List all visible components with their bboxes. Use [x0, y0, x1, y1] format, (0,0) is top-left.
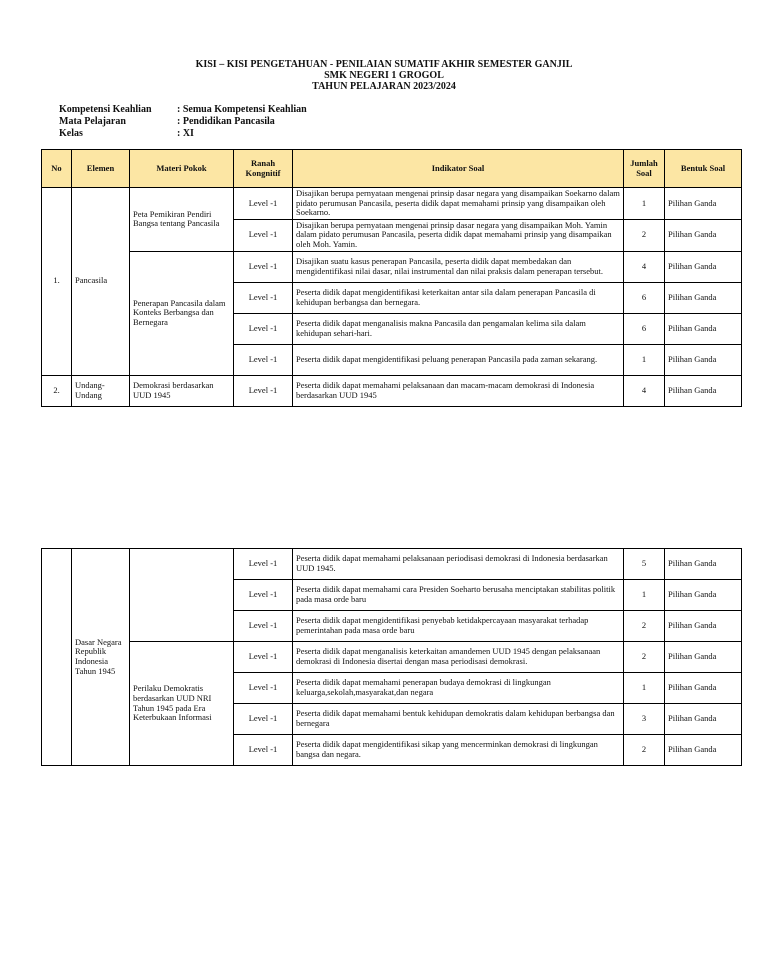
cell-indikator: Peserta didik dapat memahami bentuk kehidupan demokratis dalam kehidupan berbangsa dan bernegara	[293, 704, 624, 735]
cell-materi	[130, 549, 234, 642]
cell-indikator: Disajikan berupa pernyataan mengenai prinsip dasar negara yang disampaikan Moh. Yamin dalam pidato perumusan Pancasila, peserta didik dapat memahami prinsip yang disampaikan oleh Moh. Yamin.	[293, 219, 624, 251]
cell-ranah: Level -1	[234, 313, 293, 344]
cell-bentuk: Pilihan Ganda	[665, 735, 742, 766]
cell-no: 1.	[42, 188, 72, 376]
cell-ranah: Level -1	[234, 735, 293, 766]
cell-elemen: Undang-Undang	[72, 375, 130, 406]
cell-indikator: Disajikan berupa pernyataan mengenai prinsip dasar negara yang disampaikan Soekarno dalam pidato perumusan Pancasila, peserta didik dapat memahami prinsip yang disampaikan oleh Soekarno.	[293, 188, 624, 220]
cell-bentuk: Pilihan Ganda	[665, 251, 742, 282]
cell-jumlah: 1	[624, 673, 665, 704]
cell-materi: Penerapan Pancasila dalam Konteks Berbangsa dan Bernegara	[130, 251, 234, 375]
cell-no	[42, 549, 72, 766]
title-line-1: KISI – KISI PENGETAHUAN - PENILAIAN SUMATIF AKHIR SEMESTER GANJIL	[195, 59, 573, 70]
cell-bentuk: Pilihan Ganda	[665, 282, 742, 313]
cell-bentuk: Pilihan Ganda	[665, 642, 742, 673]
cell-bentuk: Pilihan Ganda	[665, 673, 742, 704]
meta-value: : XI	[177, 128, 194, 139]
cell-bentuk: Pilihan Ganda	[665, 580, 742, 611]
cell-indikator: Peserta didik dapat memahami penerapan budaya demokrasi di lingkungan keluarga,sekolah,masyarakat,dan negara	[293, 673, 624, 704]
cell-jumlah: 4	[624, 375, 665, 406]
column-header-elemen: Elemen	[72, 150, 130, 188]
meta-label: Mata Pelajaran	[59, 116, 126, 127]
cell-bentuk: Pilihan Ganda	[665, 219, 742, 251]
cell-jumlah: 2	[624, 735, 665, 766]
kisi-table-page-2	[41, 548, 742, 766]
cell-bentuk: Pilihan Ganda	[665, 344, 742, 375]
cell-indikator: Peserta didik dapat mengidentifikasi peluang penerapan Pancasila pada zaman sekarang.	[293, 344, 624, 375]
cell-ranah: Level -1	[234, 375, 293, 406]
cell-jumlah: 6	[624, 313, 665, 344]
column-header-indikator: Indikator Soal	[293, 150, 624, 188]
cell-ranah: Level -1	[234, 344, 293, 375]
cell-bentuk: Pilihan Ganda	[665, 375, 742, 406]
cell-ranah: Level -1	[234, 282, 293, 313]
cell-elemen: Dasar Negara Republik Indonesia Tahun 1945	[72, 549, 130, 766]
document-title	[0, 59, 768, 92]
column-header-jumlah: Jumlah Soal	[624, 150, 665, 188]
cell-ranah: Level -1	[234, 673, 293, 704]
cell-jumlah: 6	[624, 282, 665, 313]
cell-indikator: Peserta didik dapat memahami cara Presiden Soeharto berusaha menciptakan stabilitas politik pada masa orde baru	[293, 580, 624, 611]
cell-jumlah: 5	[624, 549, 665, 580]
cell-ranah: Level -1	[234, 704, 293, 735]
title-line-2: SMK NEGERI 1 GROGOL	[324, 70, 444, 81]
table-row	[42, 549, 742, 580]
cell-jumlah: 1	[624, 188, 665, 220]
table-row	[42, 251, 742, 282]
cell-ranah: Level -1	[234, 580, 293, 611]
cell-bentuk: Pilihan Ganda	[665, 704, 742, 735]
table-row	[42, 642, 742, 673]
cell-ranah: Level -1	[234, 251, 293, 282]
cell-jumlah: 3	[624, 704, 665, 735]
meta-value: : Pendidikan Pancasila	[177, 116, 275, 127]
document-meta	[59, 104, 307, 140]
cell-materi: Demokrasi berdasarkan UUD 1945	[130, 375, 234, 406]
cell-jumlah: 1	[624, 344, 665, 375]
cell-indikator: Disajikan suatu kasus penerapan Pancasila, peserta didik dapat membedakan dan mengidentifikasi nilai dasar, nilai instrumental dan nilai praksis dalam penerapan tersebut.	[293, 251, 624, 282]
cell-indikator: Peserta didik dapat mengidentifikasi penyebab ketidakpercayaan masyarakat terhadap pemerintahan pada masa orde baru	[293, 611, 624, 642]
cell-indikator: Peserta didik dapat memahami pelaksanaan dan macam-macam demokrasi di Indonesia berdasarkan UUD 1945	[293, 375, 624, 406]
table-header-row	[42, 150, 742, 188]
cell-jumlah: 4	[624, 251, 665, 282]
column-header-materi: Materi Pokok	[130, 150, 234, 188]
cell-no: 2.	[42, 375, 72, 406]
cell-bentuk: Pilihan Ganda	[665, 611, 742, 642]
cell-ranah: Level -1	[234, 642, 293, 673]
cell-indikator: Peserta didik dapat menganalisis makna Pancasila dan pengamalan kelima sila dalam kehidupan sehari-hari.	[293, 313, 624, 344]
cell-jumlah: 2	[624, 611, 665, 642]
cell-indikator: Peserta didik dapat memahami pelaksanaan periodisasi demokrasi di Indonesia berdasarkan UUD 1945.	[293, 549, 624, 580]
column-header-bentuk: Bentuk Soal	[665, 150, 742, 188]
meta-label: Kompetensi Keahlian	[59, 104, 152, 115]
cell-indikator: Peserta didik dapat mengidentifikasi keterkaitan antar sila dalam penerapan Pancasila di kehidupan berbangsa dan bernegara.	[293, 282, 624, 313]
cell-materi: Peta Pemikiran Pendiri Bangsa tentang Pancasila	[130, 188, 234, 252]
column-header-no: No	[42, 150, 72, 188]
cell-bentuk: Pilihan Ganda	[665, 188, 742, 220]
cell-bentuk: Pilihan Ganda	[665, 313, 742, 344]
cell-jumlah: 1	[624, 580, 665, 611]
table-row	[42, 375, 742, 406]
meta-label: Kelas	[59, 128, 83, 139]
cell-bentuk: Pilihan Ganda	[665, 549, 742, 580]
cell-ranah: Level -1	[234, 219, 293, 251]
kisi-table-page-1	[41, 149, 742, 407]
cell-ranah: Level -1	[234, 611, 293, 642]
cell-jumlah: 2	[624, 219, 665, 251]
cell-indikator: Peserta didik dapat mengidentifikasi sikap yang mencerminkan demokrasi di lingkungan bangsa dan negara.	[293, 735, 624, 766]
title-line-3: TAHUN PELAJARAN 2023/2024	[312, 81, 456, 92]
column-header-ranah: Ranah Kongnitif	[234, 150, 293, 188]
cell-elemen: Pancasila	[72, 188, 130, 376]
cell-jumlah: 2	[624, 642, 665, 673]
meta-value: : Semua Kompetensi Keahlian	[177, 104, 307, 115]
table-row	[42, 188, 742, 220]
cell-ranah: Level -1	[234, 549, 293, 580]
cell-indikator: Peserta didik dapat menganalisis keterkaitan amandemen UUD 1945 dengan pelaksanaan demokrasi di Indonesia disertai dengan masa periodisasi demokrasi.	[293, 642, 624, 673]
cell-materi: Perilaku Demokratis berdasarkan UUD NRI Tahun 1945 pada Era Keterbukaan Informasi	[130, 642, 234, 766]
cell-ranah: Level -1	[234, 188, 293, 220]
